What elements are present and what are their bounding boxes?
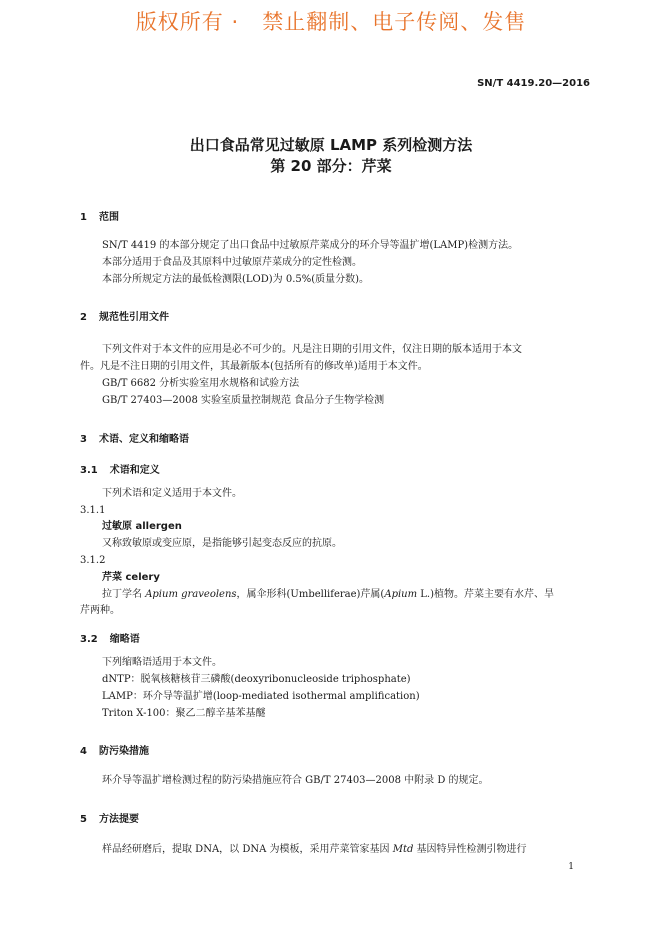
paragraph: 下列术语和定义适用于本文件。 xyxy=(102,488,242,499)
section-number: 3.2 xyxy=(80,634,98,645)
term-definition-continued: 芹两种。 xyxy=(80,605,120,616)
section-3-heading xyxy=(80,430,189,445)
section-title: 术语、定义和缩略语 xyxy=(98,434,189,445)
paragraph: SN/T 4419 的本部分规定了出口食品中过敏原芹菜成分的环介导等温扩增(LAMP)检测方法。 xyxy=(102,240,519,251)
term-title: 芹菜 celery xyxy=(102,572,160,583)
paragraph: 下列缩略语适用于本文件。 xyxy=(102,657,222,668)
paragraph xyxy=(80,841,592,858)
reference-item: GB/T 27403—2008 实验室质量控制规范 食品分子生物学检测 xyxy=(102,395,385,406)
reference-item: GB/T 6682 分析实验室用水规格和试验方法 xyxy=(102,378,300,389)
paragraph: 本部分所规定方法的最低检测限(LOD)为 0.5%(质量分数)。 xyxy=(102,274,370,285)
section-title: 规范性引用文件 xyxy=(98,312,169,323)
abbreviation-item: Triton X-100：聚乙二醇辛基苯基醚 xyxy=(102,708,266,719)
abbreviation-item: LAMP：环介导等温扩增(loop-mediated isothermal amplification) xyxy=(102,691,420,702)
text-run: L.)植物。芹菜主要有水芹、旱 xyxy=(417,589,554,600)
latin-name: Apium graveolens xyxy=(145,589,237,600)
term-definition xyxy=(80,586,592,603)
term-title: 过敏原 allergen xyxy=(102,521,182,532)
section-title: 防污染措施 xyxy=(98,746,149,757)
paragraph: 环介导等温扩增检测过程的防污染措施应符合 GB/T 27403—2008 中附录 D 的规定。 xyxy=(102,775,489,786)
latin-name: Apium xyxy=(384,589,418,600)
section-number: 3.1 xyxy=(80,465,98,476)
term-number: 3.1.2 xyxy=(80,555,106,566)
section-number: 3 xyxy=(80,434,87,445)
watermark: 版权所有 · 禁止翻制、电子传阅、发售 xyxy=(135,10,527,34)
section-number: 1 xyxy=(80,212,87,223)
term-number: 3.1.1 xyxy=(80,505,106,516)
paragraph: 下列文件对于本文件的应用是必不可少的。凡是注日期的引用文件，仅注日期的版本适用于本文 xyxy=(102,344,522,355)
text-run: 拉丁学名 xyxy=(102,589,146,600)
text-run: ，属伞形科(Umbelliferae)芹属( xyxy=(236,589,385,600)
section-title: 缩略语 xyxy=(109,634,140,645)
paragraph: 本部分适用于食品及其原料中过敏原芹菜成分的定性检测。 xyxy=(102,257,362,268)
text-run: 样品经研磨后，提取 DNA，以 DNA 为模板，采用芹菜管家基因 xyxy=(102,844,393,855)
section-title: 术语和定义 xyxy=(109,465,160,476)
subsection-3-1-heading xyxy=(80,461,160,476)
section-number: 4 xyxy=(80,746,87,757)
standard-number: SN/T 4419.20—2016 xyxy=(477,78,590,89)
section-title: 范围 xyxy=(98,212,119,223)
section-number: 2 xyxy=(80,312,87,323)
paragraph: 件。凡是不注日期的引用文件，其最新版本(包括所有的修改单)适用于本文件。 xyxy=(80,361,428,372)
document-title: 出口食品常见过敏原 LAMP 系列检测方法 xyxy=(189,136,473,154)
section-title: 方法提要 xyxy=(98,814,139,825)
page-number: 1 xyxy=(568,862,574,872)
term-definition: 又称致敏原或变应原，是指能够引起变态反应的抗原。 xyxy=(102,538,342,549)
section-number: 5 xyxy=(80,814,87,825)
section-2-heading xyxy=(80,308,169,323)
gene-name: Mtd xyxy=(392,844,414,855)
document-subtitle: 第 20 部分：芹菜 xyxy=(270,157,392,175)
section-5-heading xyxy=(80,810,139,825)
subsection-3-2-heading xyxy=(80,630,140,645)
section-1-heading xyxy=(80,208,119,223)
text-run: 基因特异性检测引物进行 xyxy=(413,844,527,855)
section-4-heading xyxy=(80,742,149,757)
abbreviation-item: dNTP：脱氧核糖核苷三磷酸(deoxyribonucleoside triphosphate) xyxy=(102,674,411,685)
